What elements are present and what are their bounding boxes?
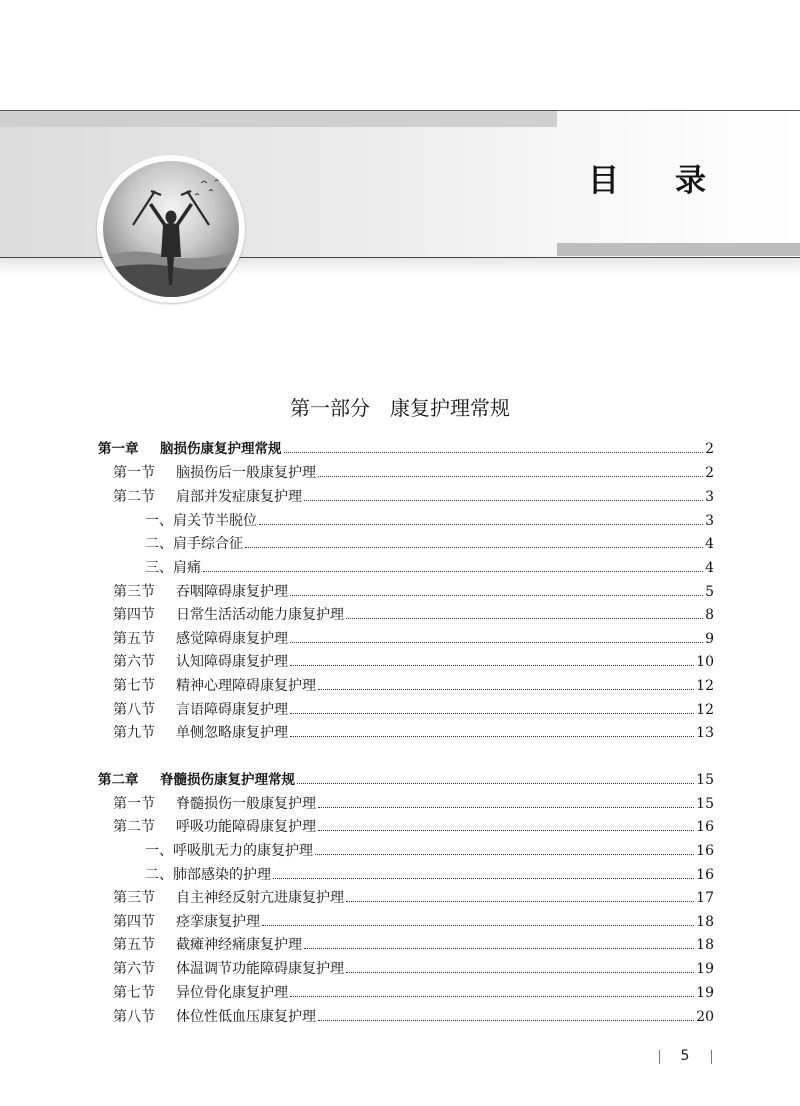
toc-page-number: 19 xyxy=(696,985,714,1001)
toc-dot-leader xyxy=(245,547,703,548)
toc-entry-title: 三、肩痛 xyxy=(145,560,201,576)
toc-section-number: 第七节 xyxy=(113,678,155,694)
toc-dot-leader xyxy=(290,996,694,997)
toc-entry-title: 痉挛康复护理 xyxy=(176,914,260,930)
header-illustration xyxy=(97,155,245,303)
toc-entry-title: 二、肺部感染的护理 xyxy=(145,867,271,883)
toc-dot-leader xyxy=(290,595,703,596)
toc-section-number: 第二节 xyxy=(113,489,155,505)
toc-dot-leader xyxy=(259,524,703,525)
toc-section-number: 第八节 xyxy=(113,1009,155,1025)
toc-section-row[interactable] xyxy=(0,887,800,909)
toc-page-number: 4 xyxy=(705,536,714,552)
toc-entry-title: 呼吸功能障碍康复护理 xyxy=(176,819,316,835)
toc-dot-leader xyxy=(318,476,703,477)
toc-section-number: 第四节 xyxy=(113,914,155,930)
toc-section-number: 第九节 xyxy=(113,725,155,741)
crutches-silhouette-icon xyxy=(103,161,239,297)
toc-entry-title: 截瘫神经痛康复护理 xyxy=(176,937,302,953)
toc-subsection-row[interactable] xyxy=(0,557,800,579)
toc-chapter-row[interactable] xyxy=(0,769,800,791)
toc-subsection-row[interactable] xyxy=(0,840,800,862)
toc-page-number: 20 xyxy=(696,1009,714,1025)
toc-entry-title: 日常生活活动能力康复护理 xyxy=(176,607,344,623)
banner-accent-strip-top xyxy=(0,111,557,127)
toc-page-number: 12 xyxy=(696,702,714,718)
toc-section-number: 第六节 xyxy=(113,961,155,977)
toc-section-row[interactable] xyxy=(0,628,800,650)
toc-section-row[interactable] xyxy=(0,651,800,673)
toc-section-row[interactable] xyxy=(0,982,800,1004)
toc-page-number: 15 xyxy=(696,796,714,812)
toc-dot-leader xyxy=(315,854,694,855)
toc-entry-title: 感觉障碍康复护理 xyxy=(176,631,288,647)
toc-page-number: 3 xyxy=(705,489,714,505)
toc-dot-leader xyxy=(346,618,703,619)
toc-page-number: 9 xyxy=(705,631,714,647)
toc-entry-title: 精神心理障碍康复护理 xyxy=(176,678,316,694)
toc-dot-leader xyxy=(318,807,694,808)
toc-section-number: 第一节 xyxy=(113,796,155,812)
toc-page-number: 18 xyxy=(696,937,714,953)
toc-dot-leader xyxy=(318,830,694,831)
toc-dot-leader xyxy=(304,500,703,501)
toc-entry-title: 单侧忽略康复护理 xyxy=(176,725,288,741)
toc-page-number: 2 xyxy=(705,441,714,457)
toc-subsection-row[interactable] xyxy=(0,864,800,886)
toc-entry-title: 体温调节功能障碍康复护理 xyxy=(176,961,344,977)
page-title: 目录 xyxy=(588,163,762,199)
toc-page-number: 12 xyxy=(696,678,714,694)
toc-entry-title: 脊髓损伤康复护理常规 xyxy=(160,772,295,788)
toc-section-row[interactable] xyxy=(0,816,800,838)
toc-section-row[interactable] xyxy=(0,722,800,744)
folio-right-bar xyxy=(711,1050,712,1064)
toc-entry-title: 一、呼吸肌无力的康复护理 xyxy=(145,843,313,859)
toc-section-row[interactable] xyxy=(0,934,800,956)
toc-entry-title: 脊髓损伤一般康复护理 xyxy=(176,796,316,812)
toc-entry-title: 脑损伤康复护理常规 xyxy=(160,441,282,457)
toc-dot-leader xyxy=(273,878,694,879)
toc-page-number: 16 xyxy=(696,867,714,883)
toc-dot-leader xyxy=(262,925,694,926)
toc-entry-title: 吞咽障碍康复护理 xyxy=(176,584,288,600)
toc-chapter-number: 第二章 xyxy=(98,772,139,788)
toc-section-row[interactable] xyxy=(0,958,800,980)
toc-section-number: 第八节 xyxy=(113,702,155,718)
toc-dot-leader xyxy=(290,736,694,737)
toc-entry-title: 认知障碍康复护理 xyxy=(176,654,288,670)
toc-page-number: 2 xyxy=(705,465,714,481)
toc-section-row[interactable] xyxy=(0,581,800,603)
toc-section-row[interactable] xyxy=(0,793,800,815)
folio-left-bar xyxy=(659,1050,660,1064)
toc-dot-leader xyxy=(284,452,703,453)
toc-entry-title: 脑损伤后一般康复护理 xyxy=(176,465,316,481)
toc-page-number: 19 xyxy=(696,961,714,977)
toc-section-row[interactable] xyxy=(0,604,800,626)
toc-section-row[interactable] xyxy=(0,486,800,508)
toc-dot-leader xyxy=(346,901,694,902)
toc-page-number: 17 xyxy=(696,890,714,906)
toc-section-number: 第四节 xyxy=(113,607,155,623)
toc-dot-leader xyxy=(290,713,694,714)
toc-section-number: 第五节 xyxy=(113,937,155,953)
banner-accent-strip-bottom xyxy=(557,243,800,256)
toc-page-number: 4 xyxy=(705,560,714,576)
toc-page-number: 18 xyxy=(696,914,714,930)
toc-dot-leader xyxy=(297,783,694,784)
toc-section-number: 第七节 xyxy=(113,985,155,1001)
toc-section-row[interactable] xyxy=(0,675,800,697)
toc-dot-leader xyxy=(290,665,694,666)
toc-section-number: 第二节 xyxy=(113,819,155,835)
toc-dot-leader xyxy=(304,948,694,949)
toc-section-number: 第五节 xyxy=(113,631,155,647)
toc-page-number: 15 xyxy=(696,772,714,788)
toc-dot-leader xyxy=(290,642,703,643)
toc-entry-title: 自主神经反射亢进康复护理 xyxy=(176,890,344,906)
toc-dot-leader xyxy=(318,1020,694,1021)
toc-section-number: 第三节 xyxy=(113,890,155,906)
toc-section-number: 第三节 xyxy=(113,584,155,600)
toc-entry-title: 体位性低血压康复护理 xyxy=(176,1009,316,1025)
toc-section-row[interactable] xyxy=(0,699,800,721)
part-heading: 第一部分 康复护理常规 xyxy=(290,396,510,420)
toc-page-number: 3 xyxy=(705,513,714,529)
toc-dot-leader xyxy=(318,689,694,690)
toc-page-number: 16 xyxy=(696,819,714,835)
toc-section-row[interactable] xyxy=(0,1006,800,1028)
toc-subsection-row[interactable] xyxy=(0,533,800,555)
toc-chapter-row[interactable] xyxy=(0,438,800,460)
toc-entry-title: 言语障碍康复护理 xyxy=(176,702,288,718)
toc-chapter-number: 第一章 xyxy=(98,441,139,457)
toc-entry-title: 一、肩关节半脱位 xyxy=(145,513,257,529)
toc-entry-title: 肩部并发症康复护理 xyxy=(176,489,302,505)
toc-page-number: 5 xyxy=(705,584,714,600)
toc-page-number: 13 xyxy=(696,725,714,741)
toc-section-number: 第六节 xyxy=(113,654,155,670)
toc-page-number: 16 xyxy=(696,843,714,859)
toc-page-number: 8 xyxy=(705,607,714,623)
toc-section-row[interactable] xyxy=(0,462,800,484)
toc-entry-title: 异位骨化康复护理 xyxy=(176,985,288,1001)
page-number: 5 xyxy=(680,1048,690,1064)
toc-entry-title: 二、肩手综合征 xyxy=(145,536,243,552)
toc-dot-leader xyxy=(346,972,694,973)
toc-section-row[interactable] xyxy=(0,911,800,933)
toc-subsection-row[interactable] xyxy=(0,510,800,532)
toc-section-number: 第一节 xyxy=(113,465,155,481)
toc-page-number: 10 xyxy=(696,654,714,670)
toc-dot-leader xyxy=(203,571,703,572)
